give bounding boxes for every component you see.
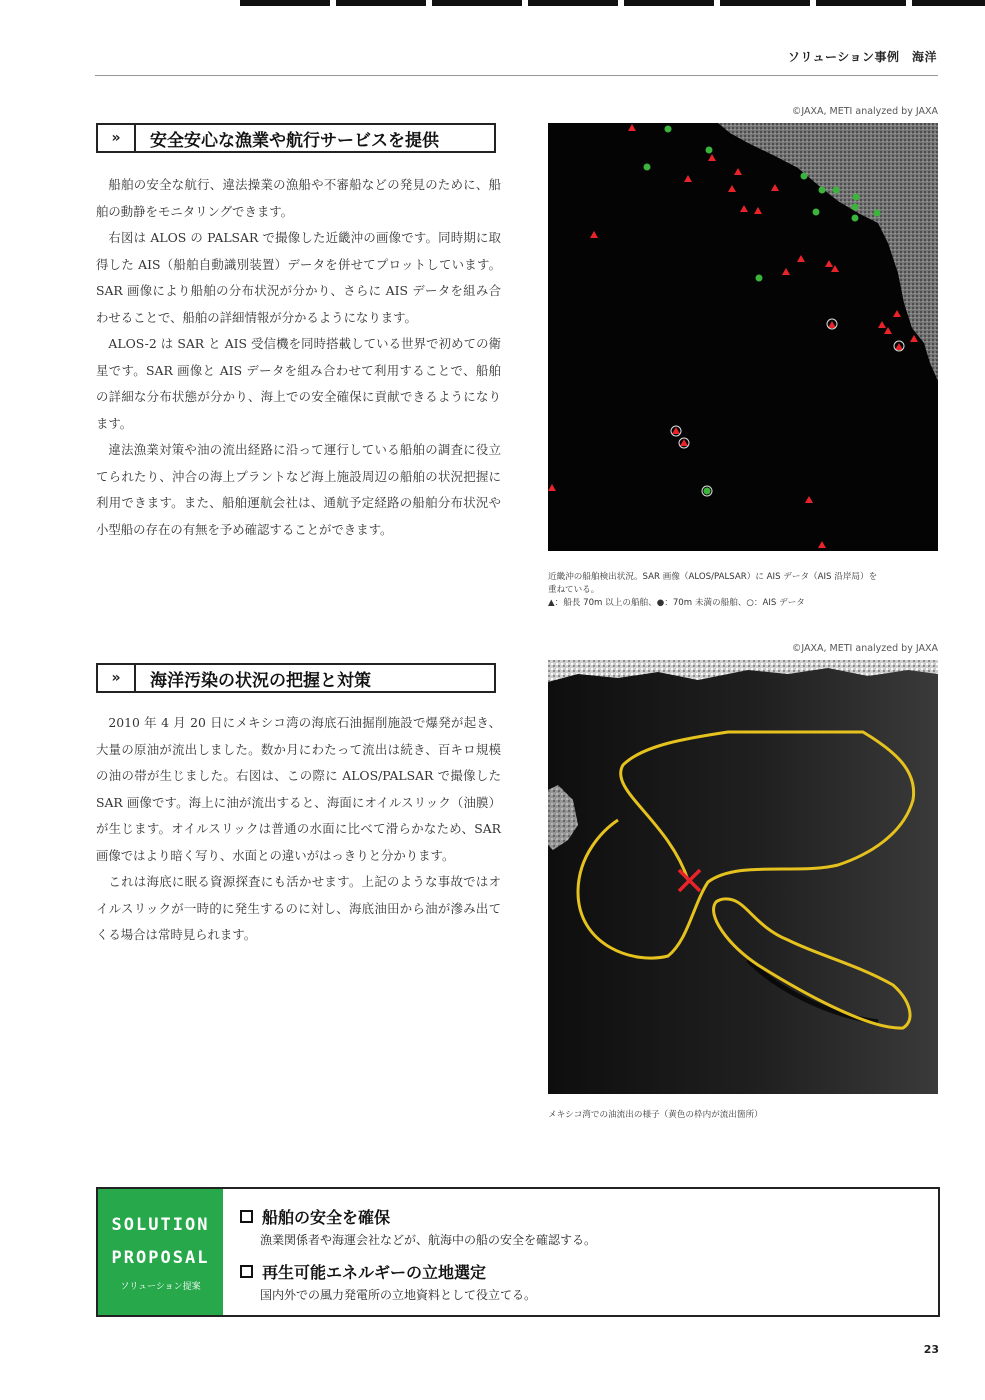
section1-paragraph-1: 船舶の安全な航行、違法操業の漁船や不審船などの発見のために、船舶の動静をモニタリングできます。 xyxy=(96,177,501,219)
section2-paragraph-2: これは海底に眠る資源探査にも活かせます。上記のような事故ではオイルスリックが一時的に発生するのに対し、海底油田から油が滲み出てくる場合は常時見られます。 xyxy=(96,874,501,942)
oil-spill-sar-image xyxy=(548,660,938,1094)
solution-item-1 xyxy=(240,1205,596,1248)
header-divider xyxy=(95,75,938,76)
section1-paragraph-4: 違法漁業対策や油の流出経路に沿って運行している船舶の調査に役立てられたり、沖合の海上プラントなど海上施設周辺の船舶の状況把握に利用できます。また、船舶運航会社は、通航予定経路の船舶分布状況や小型船の存在の有無を予め確認することができます。 xyxy=(96,442,501,537)
top-decoration-bar xyxy=(240,0,985,6)
section1-credit: ©JAXA, METI analyzed by JAXA xyxy=(791,106,938,117)
section2-caption: メキシコ湾での油流出の様子（黄色の枠内が流出箇所） xyxy=(548,1110,763,1120)
ship-detection-map-svg xyxy=(548,123,938,551)
section1-caption-line-3: ▲：船長 70m 以上の船舶、●：70m 未満の船舶、○：AIS データ xyxy=(548,598,805,608)
solution-proposal-box xyxy=(96,1187,940,1317)
section2-body xyxy=(96,710,501,949)
section2-marker: » xyxy=(98,665,136,691)
section1-marker: » xyxy=(98,125,136,151)
ship-detection-map xyxy=(548,123,938,551)
solution-subtitle: ソリューション提案 xyxy=(120,1282,201,1292)
section1-paragraph-2: 右図は ALOS の PALSAR で撮像した近畿沖の画像です。同時期に取得した AIS（船舶自動識別装置）データを併せてプロットしています。SAR 画像により船舶の分布状況が分かり、さらに AIS データを組み合わせることで、船舶の詳細情報が分かるようになります。 xyxy=(96,230,501,325)
section1-heading xyxy=(96,123,496,153)
section1-caption xyxy=(548,571,940,610)
checkbox-square-icon xyxy=(240,1210,253,1223)
section1-caption-line-2: 重ねている。 xyxy=(548,585,600,595)
section1-title: 安全安心な漁業や航行サービスを提供 xyxy=(150,130,439,151)
ais-markers xyxy=(671,319,904,496)
solution-label-panel xyxy=(98,1189,223,1315)
checkbox-square-icon xyxy=(240,1265,253,1278)
coastline-land xyxy=(718,123,938,381)
page-header-label: ソリューション事例 海洋 xyxy=(787,50,937,64)
solution-item-2-desc: 国内外での風力発電所の立地資料として役立てる。 xyxy=(260,1288,537,1302)
solution-item-1-desc: 漁業関係者や海運会社などが、航海中の船の安全を確認する。 xyxy=(260,1233,597,1247)
section2-heading xyxy=(96,663,496,693)
section2-paragraph-1: 2010 年 4 月 20 日にメキシコ湾の海底石油掘削施設で爆発が起き、大量の原油が流出しました。数か月にわたって流出は続き、百キロ規模の油の帯が生じました。右図は、この際に ALOS/PALSAR で撮像した SAR 画像です。海上に油が流出すると、海面にオイルスリック（油膜）が生じます。オイルスリックは普通の水面に比べて滑らかなため、SAR 画像ではより暗く写り、水面との違いがはっきりと分かります。 xyxy=(96,715,501,863)
oil-spill-sar-svg xyxy=(548,660,938,1094)
solution-title-line-1: SOLUTION xyxy=(111,1215,210,1235)
solution-title-line-2: PROPOSAL xyxy=(111,1248,210,1268)
solution-item-2-heading: 再生可能エネルギーの立地選定 xyxy=(262,1263,487,1282)
section2-title: 海洋汚染の状況の把握と対策 xyxy=(150,670,371,691)
section2-credit: ©JAXA, METI analyzed by JAXA xyxy=(791,643,938,654)
solution-item-2 xyxy=(240,1260,536,1303)
section1-paragraph-3: ALOS-2 は SAR と AIS 受信機を同時搭載している世界で初めての衛星です。SAR 画像と AIS データを組み合わせて利用することで、船舶の詳細な分布状態が分かり、海上での安全確保に貢献できるようになります。 xyxy=(96,336,501,431)
page-number: 23 xyxy=(923,1343,939,1356)
section1-body xyxy=(96,172,501,543)
solution-title xyxy=(98,1209,223,1275)
solution-item-1-heading: 船舶の安全を確保 xyxy=(262,1208,391,1227)
section1-caption-line-1: 近畿沖の船舶検出状況。SAR 画像（ALOS/PALSAR）に AIS データ（AIS 沿岸局）を xyxy=(548,572,878,582)
